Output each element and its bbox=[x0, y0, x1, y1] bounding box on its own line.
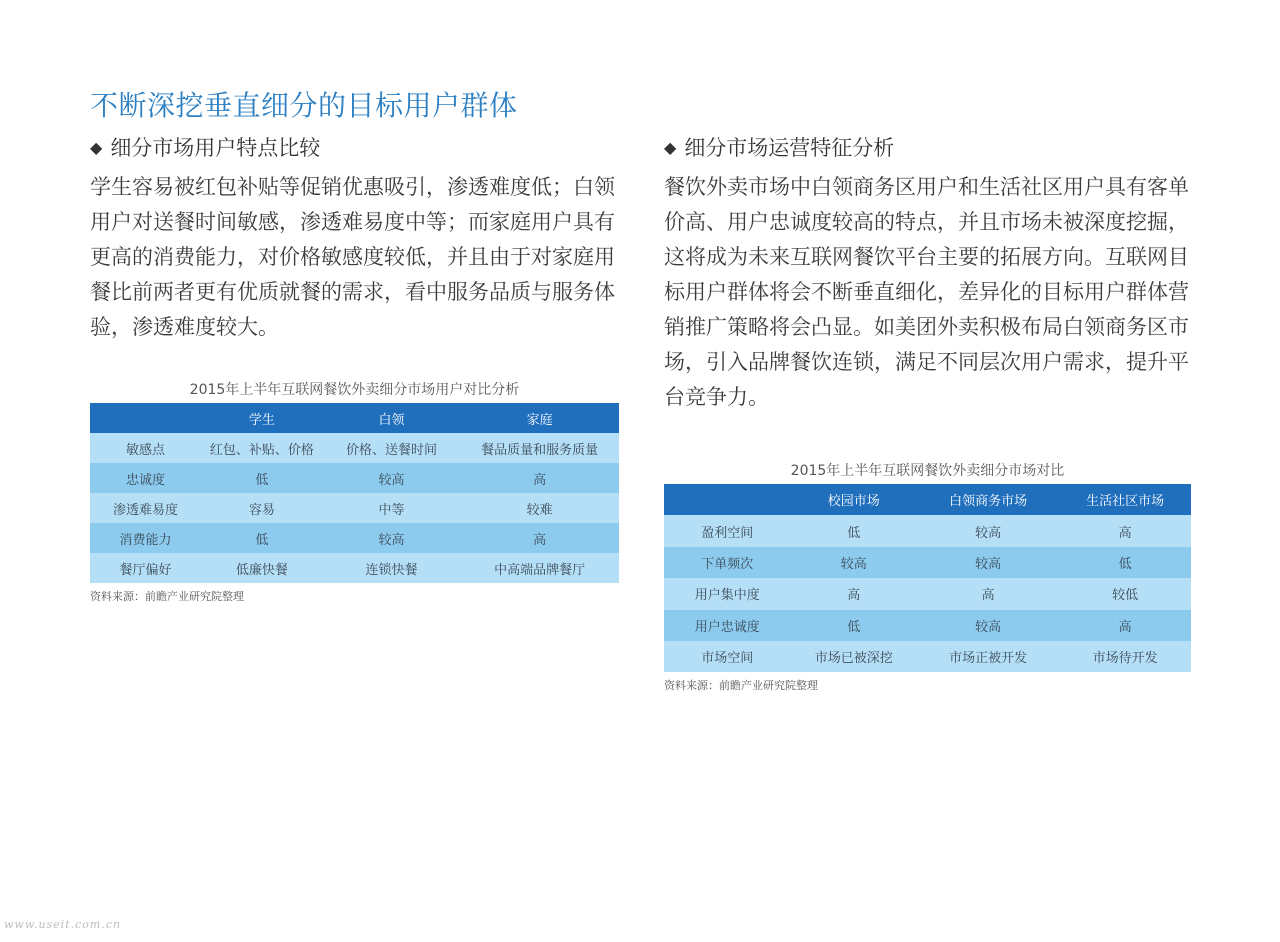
table-row bbox=[90, 493, 619, 523]
table-cell: 高 bbox=[460, 463, 619, 493]
table-cell: 市场已被深挖 bbox=[790, 641, 916, 672]
table-cell: 红包、补贴、价格 bbox=[201, 433, 323, 463]
table-cell: 中等 bbox=[323, 493, 461, 523]
table-cell: 忠诚度 bbox=[90, 463, 201, 493]
left-section-heading bbox=[90, 132, 620, 164]
table-cell: 价格、送餐时间 bbox=[323, 433, 461, 463]
user-comparison-table bbox=[90, 403, 619, 583]
table-cell: 较高 bbox=[790, 547, 916, 578]
table-cell: 敏感点 bbox=[90, 433, 201, 463]
table-cell: 盈利空间 bbox=[664, 515, 790, 546]
right-section-heading bbox=[664, 132, 1194, 164]
left-column bbox=[90, 132, 620, 345]
table-cell: 较高 bbox=[323, 523, 461, 553]
table-row bbox=[90, 553, 619, 583]
table-header-cell: 校园市场 bbox=[790, 484, 916, 515]
table-cell: 消费能力 bbox=[90, 523, 201, 553]
table-cell: 用户集中度 bbox=[664, 578, 790, 609]
table-row bbox=[664, 515, 1191, 546]
table-cell: 高 bbox=[460, 523, 619, 553]
table-cell: 渗透难易度 bbox=[90, 493, 201, 523]
table-cell: 下单频次 bbox=[664, 547, 790, 578]
table-row bbox=[664, 547, 1191, 578]
table-caption: 2015年上半年互联网餐饮外卖细分市场用户对比分析 bbox=[189, 382, 520, 398]
table-row bbox=[664, 641, 1191, 672]
table-source-note: 资料来源：前瞻产业研究院整理 bbox=[664, 679, 818, 693]
table-header-cell: 生活社区市场 bbox=[1059, 484, 1191, 515]
table-header-cell: 学生 bbox=[201, 403, 323, 433]
table-cell: 低 bbox=[1059, 547, 1191, 578]
table-cell: 较高 bbox=[917, 547, 1059, 578]
market-comparison-table-block bbox=[664, 458, 1191, 693]
right-paragraph: 餐饮外卖市场中白领商务区用户和生活社区用户具有客单价高、用户忠诚度较高的特点，并且市场未被深度挖掘，这将成为未来互联网餐饮平台主要的拓展方向。互联网目标用户群体将会不断垂直细化，差异化的目标用户群体营销推广策略将会凸显。如美团外卖积极布局白领商务区市场，引入品牌餐饮连锁，满足不同层次用户需求，提升平台竞争力。 bbox=[664, 175, 1189, 409]
table-cell: 较低 bbox=[1059, 578, 1191, 609]
table-cell: 中高端品牌餐厅 bbox=[460, 553, 619, 583]
table-cell: 高 bbox=[1059, 610, 1191, 641]
table-cell: 高 bbox=[917, 578, 1059, 609]
table-header-cell bbox=[90, 403, 201, 433]
table-cell: 低 bbox=[201, 523, 323, 553]
user-comparison-table-block bbox=[90, 377, 619, 604]
market-comparison-table bbox=[664, 484, 1191, 672]
table-row bbox=[90, 523, 619, 553]
table-cell: 连锁快餐 bbox=[323, 553, 461, 583]
table-cell: 低廉快餐 bbox=[201, 553, 323, 583]
table-row bbox=[90, 433, 619, 463]
table-row bbox=[664, 578, 1191, 609]
table-row bbox=[664, 610, 1191, 641]
table-cell: 用户忠诚度 bbox=[664, 610, 790, 641]
right-column bbox=[664, 132, 1194, 415]
table-cell: 餐品质量和服务质量 bbox=[460, 433, 619, 463]
table-header-row bbox=[664, 484, 1191, 515]
table-header-cell: 白领商务市场 bbox=[917, 484, 1059, 515]
table-cell: 低 bbox=[790, 610, 916, 641]
table-cell: 市场待开发 bbox=[1059, 641, 1191, 672]
table-cell: 餐厅偏好 bbox=[90, 553, 201, 583]
table-cell: 较高 bbox=[917, 610, 1059, 641]
diamond-bullet-icon: ◆ bbox=[90, 138, 103, 157]
table-cell: 低 bbox=[201, 463, 323, 493]
table-cell: 高 bbox=[1059, 515, 1191, 546]
table-header-cell: 白领 bbox=[323, 403, 461, 433]
right-heading-text: 细分市场运营特征分析 bbox=[684, 136, 895, 160]
table-cell: 市场空间 bbox=[664, 641, 790, 672]
left-heading-text: 细分市场用户特点比较 bbox=[110, 136, 321, 160]
table-cell: 低 bbox=[790, 515, 916, 546]
table-cell: 高 bbox=[790, 578, 916, 609]
table-caption: 2015年上半年互联网餐饮外卖细分市场对比 bbox=[790, 463, 1065, 479]
diamond-bullet-icon: ◆ bbox=[664, 138, 677, 157]
table-row bbox=[90, 463, 619, 493]
table-header-cell: 家庭 bbox=[460, 403, 619, 433]
table-source-note: 资料来源：前瞻产业研究院整理 bbox=[90, 590, 244, 603]
table-cell: 较难 bbox=[460, 493, 619, 523]
table-cell: 市场正被开发 bbox=[917, 641, 1059, 672]
table-header-row bbox=[90, 403, 619, 433]
page-title: 不断深挖垂直细分的目标用户群体 bbox=[90, 89, 518, 122]
table-cell: 较高 bbox=[917, 515, 1059, 546]
watermark: www.useit.com.cn bbox=[4, 918, 122, 931]
table-cell: 容易 bbox=[201, 493, 323, 523]
table-header-cell bbox=[664, 484, 790, 515]
left-paragraph: 学生容易被红包补贴等促销优惠吸引，渗透难度低；白领用户对送餐时间敏感，渗透难易度中等；而家庭用户具有更高的消费能力，对价格敏感度较低，并且由于对家庭用餐比前两者更有优质就餐的需求，看中服务品质与服务体验，渗透难度较大。 bbox=[90, 175, 615, 339]
table-cell: 较高 bbox=[323, 463, 461, 493]
